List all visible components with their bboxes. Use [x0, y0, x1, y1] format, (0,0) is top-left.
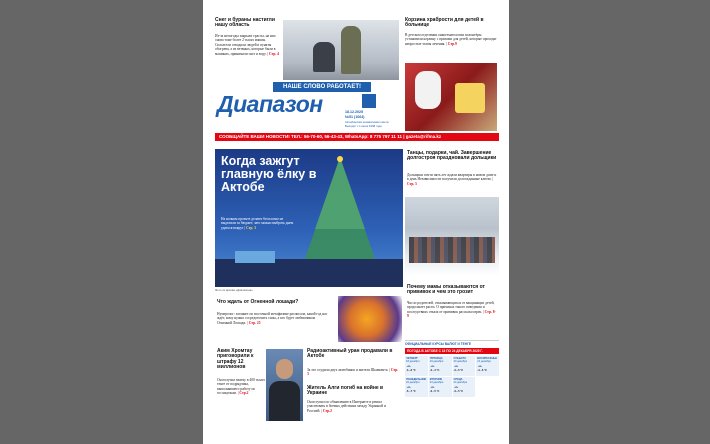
- weather-day: [429, 356, 452, 376]
- headline-akim: Аким Хромтау приговорили к штрафу 12 миллионов: [217, 348, 254, 370]
- headline-uranium: Радиоактивный уран продавали в Актобе: [307, 348, 393, 360]
- weather-day: [405, 377, 428, 397]
- weather-day-temp: -3..-5 °С: [453, 369, 464, 373]
- headline-basket: Корзина храбрости для детей в больнице: [405, 17, 484, 29]
- toy-figure: [415, 71, 441, 109]
- weather-day-temp: -3..-5 °С: [429, 390, 440, 394]
- weather-day: [429, 377, 452, 397]
- headline-tree: Когда зажгут главную ёлку в Актобе: [221, 154, 317, 195]
- portrait-suit: [269, 381, 300, 421]
- weather-day-temp: -3..-5 °С: [453, 390, 464, 394]
- weather-header: ОФИЦИАЛЬНЫЕ КУРСЫ ВАЛЮТ И ТЕНГЕ: [405, 340, 499, 346]
- text-tree: На ночном проекте делают бесплатно не выделили за бюджет, зато можно выбрать днем удаться вокруг | Стр. 3: [221, 217, 294, 230]
- child-figure: [313, 42, 335, 72]
- qr-code-icon: [362, 94, 376, 108]
- weather-day-temp: -4..-6 °С: [477, 369, 487, 373]
- weather-day-name: ВОСКРЕСЕНЬЕ: [477, 357, 498, 360]
- weather-block: [405, 340, 499, 428]
- basket-photo: [405, 63, 497, 131]
- weather-day-name: ПОНЕДЕЛЬНИК: [406, 378, 427, 381]
- cloud-icon: ☁: [406, 384, 411, 391]
- weather-day-name: ЧЕТВЕРГ: [406, 357, 418, 360]
- tree-photo: [215, 149, 403, 287]
- weather-grid: [405, 356, 499, 397]
- text-basket: В детском отделении онкогематологии волонтёры установили корзину с призами для детей, которые проходят непростые этапы лечения. | Стр.9: [405, 33, 497, 46]
- text-dances: Дольщики почти пять лет ждали квартиры в новом доме и в день Независимости получили долгожданные ключи. | Стр. 5: [407, 173, 497, 186]
- weather-day-name: ПЯТНИЦА: [429, 357, 443, 360]
- weather-day-date: 22 декабря: [406, 381, 420, 385]
- weather-day: [453, 377, 476, 397]
- text-snow: Из-за непогоды закрыли трассы, на них снова тоже более 2 тысяч машин. Спасатели отводили людей в пункты обогрева, а из ветвных, которые были в машинах, принимали снег и воду. | Стр. 4: [215, 34, 279, 56]
- contact-bar: СООБЩАЙТЕ ВАШИ НОВОСТИ! ТЕЛ.: 56-70-60, 56-43-43, WhatsApp: 8 775 797 11 11 | gazeta@rifma.kz: [215, 133, 499, 141]
- weather-day: [453, 356, 476, 376]
- text-moms: Число родителей, отказывающихся от вакцинации детей, продолжает расти. О причинах такого поведения и последствиях отказа от прививок рассказал врач. | Стр. 8-9: [407, 301, 496, 319]
- headline-moms: Почему мамы отказываются от прививок и чем это грозит: [407, 284, 485, 296]
- weather-day-date: 21 декабря: [477, 360, 491, 364]
- text-fire: Нумеролог: заглянет по восточной метафизике расписала, какой год нас ждёт, кому нужно сосредоточить силы, а кто будет любимчиком Огненной Лошади. | Стр. 25: [217, 312, 328, 325]
- gift-box: [455, 83, 485, 113]
- text-uranium: За это осудили двух актюбинок и жителя Шымкента. | Стр. 3: [307, 368, 399, 377]
- masthead-logo: Диапазон: [217, 91, 323, 117]
- dances-photo: [405, 197, 499, 276]
- crowd-figures: [409, 237, 495, 263]
- weather-day-date: 20 декабря: [453, 360, 467, 364]
- cloud-icon: ☁: [477, 363, 483, 370]
- weather-day: [405, 356, 428, 376]
- headline-dances: Танцы, подарки, чай. Завершение долгостроя праздновали дольщики: [407, 150, 497, 162]
- slogan-banner: НАШЕ СЛОВО РАБОТАЕТ!: [273, 82, 371, 92]
- issue-date: 18.12.2025: [345, 110, 363, 114]
- weather-day-name: ВТОРНИК: [429, 378, 443, 381]
- issue-number: №51 (1664): [345, 115, 365, 119]
- cloud-icon: ☁: [429, 384, 435, 391]
- portrait-face: [276, 359, 293, 379]
- cloud-icon: ☁: [453, 384, 459, 391]
- newspaper-page: [203, 0, 509, 444]
- weather-day-temp: -2..-4 °С: [429, 369, 440, 373]
- cloud-icon: ☁: [453, 363, 459, 370]
- weather-day: [476, 356, 499, 376]
- weather-day-temp: -5..-7 °С: [406, 390, 416, 394]
- weather-day-name: СРЕДА: [453, 378, 463, 381]
- headline-fire: Что ждать от Огненной лошади?: [217, 299, 299, 305]
- weather-day-date: 19 декабря: [429, 360, 444, 364]
- masthead-info: Актюбинская независимая газета. Выходит с 1 июня 1998 года: [345, 120, 390, 128]
- text-akim: Он получил взятку в 400 тысяч тенге от подрядчика, выполнявшего работу по госзакупкам. | Стр.2: [217, 378, 265, 396]
- headline-snow: Снег и бураны настигли нашу область: [215, 17, 275, 29]
- weather-day-name: СУББОТА: [453, 357, 466, 360]
- photo-credit: Фото из архива «Диапазона»: [215, 288, 253, 292]
- weather-day-date: 18 декабря: [406, 360, 420, 364]
- rescuer-figure: [341, 26, 361, 74]
- weather-day-date: 23 декабря: [429, 381, 444, 385]
- weather-day-temp: -4..-6 °С: [406, 369, 416, 373]
- weather-day-date: 24 декабря: [453, 381, 467, 385]
- masthead: [215, 82, 403, 129]
- weather-subheader: ПОГОДА В АКТОБЕ С 18 ПО 24 ДЕКАБРЯ 2025 Г.: [405, 348, 499, 354]
- cloud-icon: ☁: [429, 363, 435, 370]
- fire-horse-illustration: [338, 296, 402, 342]
- snow-photo: [283, 20, 399, 80]
- text-war: Он вступил по объявлению в Интернете и решил участвовать в боевых действиях между Украиной и Россией. | Стр.2: [307, 400, 386, 413]
- headline-war: Житель Алги погиб на войне в Украине: [307, 385, 384, 397]
- akim-portrait: [266, 349, 303, 421]
- cloud-icon: ☁: [406, 363, 411, 370]
